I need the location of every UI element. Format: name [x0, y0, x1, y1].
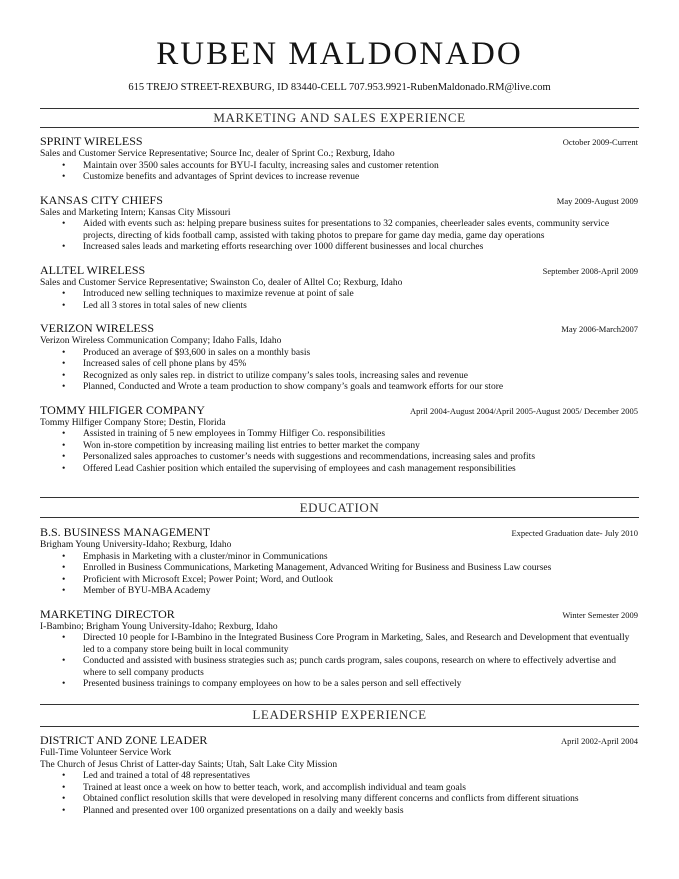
section-title-marketing: MARKETING AND SALES EXPERIENCE: [213, 110, 466, 125]
entry-title: TOMMY HILFIGER COMPANY: [40, 402, 205, 417]
entry-title: VERIZON WIRELESS: [40, 321, 155, 335]
entry-header: [40, 134, 638, 149]
entry: [40, 134, 638, 184]
bullet-item: • Maintain over 3500 sales accounts for BYU-I faculty, increasing sales and customer retention: [40, 161, 638, 173]
bullet-item: • Won in-store competition by increasing mailing list entries to better market the company: [40, 441, 638, 453]
bullet-item: • Directed 10 people for I-Bambino in the Integrated Business Core Program in Marketing, Sales, and Research and Development that eventually led to a company store being built in local community: [40, 633, 638, 656]
bullet-item: • Planned, Conducted and Wrote a team production to show company’s goals and teamwork efforts for our store: [40, 382, 638, 394]
bullet-item: • Member of BYU-MBA Academy: [40, 586, 638, 598]
bullet-item: • Increased sales leads and marketing efforts researching over 1000 different businesses and local churches: [40, 242, 638, 254]
bullet-item: • Trained at least once a week on how to better teach, work, and accomplish individual and team goals: [40, 783, 638, 795]
bullet-item: • Obtained conflict resolution skills that were developed in resolving many different concerns and conflicts from different situations: [40, 794, 638, 806]
entry-date: October 2009-Current: [562, 137, 638, 147]
entry-subtitle: Sales and Marketing Intern; Kansas City Missouri: [40, 207, 231, 218]
entry-header: [40, 525, 638, 540]
section-divider: [40, 108, 639, 109]
entry-date: April 2002-April 2004: [561, 736, 638, 746]
bullet-item: • Personalized sales approaches to customer’s needs with suggestions and recommendations, increasing sales and profits: [40, 452, 638, 464]
bullet-item: • Enrolled in Business Communications, Marketing Management, Advanced Writing for Business and Business Law courses: [40, 563, 638, 575]
bullet-item: • Assisted in training of 5 new employees in Tommy Hilfiger Co. responsibilities: [40, 429, 638, 441]
entry-header: [40, 263, 638, 278]
entry-title: ALLTEL WIRELESS: [40, 262, 146, 277]
bullet-item: • Led all 3 stores in total sales of new clients: [40, 301, 638, 313]
bullet-list: [40, 348, 638, 394]
marketing-entries: [40, 134, 638, 475]
entry-date: May 2006-March2007: [561, 324, 638, 334]
bullet-item: • Presented business trainings to company employees on how to be a sales person and sell effectively: [40, 679, 638, 691]
contact-line: 615 TREJO STREET-REXBURG, ID 83440-CELL 707.953.9921-RubenMaldonado.RM@live.com: [128, 82, 551, 93]
section-divider: [40, 517, 639, 518]
entry-title: MARKETING DIRECTOR: [40, 606, 175, 621]
entry-subtitle: Brigham Young University-Idaho; Rexburg, Idaho: [40, 540, 232, 550]
entry-header: [40, 193, 638, 208]
entry: [40, 733, 638, 817]
bullet-list: [40, 552, 638, 598]
bullet-item: • Recognized as only sales rep. in district to utilize company’s sales tools, increasing sales and revenue: [40, 371, 638, 383]
entry-subtitle: Verizon Wireless Communication Company; Idaho Falls, Idaho: [40, 336, 282, 346]
bullet-item: • Increased sales of cell phone plans by 45%: [40, 359, 638, 371]
entry-date: Winter Semester 2009: [562, 609, 638, 620]
bullet-item: • Introduced new selling techniques to maximize revenue at point of sale: [40, 289, 638, 301]
section-divider: [40, 127, 639, 128]
entry-title: KANSAS CITY CHIEFS: [40, 192, 163, 207]
entry-subtitle: I-Bambino; Brigham Young University-Idaho; Rexburg, Idaho: [40, 621, 278, 632]
entry-title: B.S. BUSINESS MANAGEMENT: [40, 525, 211, 539]
bullet-list: [40, 289, 638, 312]
entry: [40, 193, 638, 254]
entry-subtitle: Sales and Customer Service Representative; Swainston Co, dealer of Alltel Co; Rexburg, Idaho: [40, 277, 403, 288]
section-divider: [40, 497, 639, 498]
bullet-list: [40, 633, 638, 691]
entry-date: May 2009-August 2009: [556, 195, 638, 206]
entry-header: [40, 321, 638, 336]
section-divider: [40, 704, 639, 705]
entry-subtitle: Sales and Customer Service Representative; Source Inc, dealer of Sprint Co.; Rexburg, Idaho: [40, 149, 395, 159]
entry: [40, 525, 638, 598]
entry: [40, 263, 638, 313]
bullet-list: [40, 219, 638, 254]
entry-date: September 2008-April 2009: [542, 265, 638, 276]
bullet-item: • Planned and presented over 100 organized presentations on a daily and weekly basis: [40, 806, 638, 818]
entry: [40, 321, 638, 394]
bullet-item: • Aided with events such as: helping prepare business suites for presentations to 32 companies, cheerleader sales events, community service projects, directing of kids football camp, assisted with taking photos to prepare for game day media, game day operations: [40, 219, 638, 242]
entry-header: [40, 403, 638, 418]
entry-title: DISTRICT AND ZONE LEADER: [40, 733, 208, 747]
leadership-entries: [40, 733, 638, 817]
entry-subtitle: Full-Time Volunteer Service Work: [40, 748, 172, 758]
section-title-education: EDUCATION: [299, 500, 380, 515]
bullet-item: • Proficient with Microsoft Excel; Power Point; Word, and Outlook: [40, 575, 638, 587]
resume-name: RUBEN MALDONADO: [156, 36, 523, 72]
entry-date: Expected Graduation date- July 2010: [511, 528, 638, 538]
bullet-item: • Customize benefits and advantages of Sprint devices to increase revenue: [40, 172, 638, 184]
bullet-item: • Offered Lead Cashier position which entailed the supervising of employees and cash management responsibilities: [40, 464, 638, 476]
entry-subtitle: The Church of Jesus Christ of Latter-day Saints; Utah, Salt Lake City Mission: [40, 759, 338, 770]
bullet-item: • Emphasis in Marketing with a cluster/minor in Communications: [40, 552, 638, 564]
section-divider: [40, 726, 639, 727]
entry-subtitle: Tommy Hilfiger Company Store; Destin, Florida: [40, 417, 226, 428]
entry: [40, 403, 638, 476]
entry-header: [40, 733, 638, 748]
entry-date: April 2004-August 2004/April 2005-August 2005/ December 2005: [409, 405, 638, 416]
bullet-list: [40, 429, 638, 475]
bullet-list: [40, 161, 638, 184]
entry: [40, 607, 638, 691]
entry-title: SPRINT WIRELESS: [40, 134, 143, 148]
entry-header: [40, 607, 638, 622]
education-entries: [40, 525, 638, 691]
bullet-item: • Conducted and assisted with business strategies such as; punch cards program, sales coupons, research on where to effectively advertise and where to sell company products: [40, 656, 638, 679]
bullet-item: • Led and trained a total of 48 representatives: [40, 771, 638, 783]
bullet-item: • Produced an average of $93,600 in sales on a monthly basis: [40, 348, 638, 360]
section-title-leadership: LEADERSHIP EXPERIENCE: [252, 707, 427, 722]
bullet-list: [40, 771, 638, 817]
